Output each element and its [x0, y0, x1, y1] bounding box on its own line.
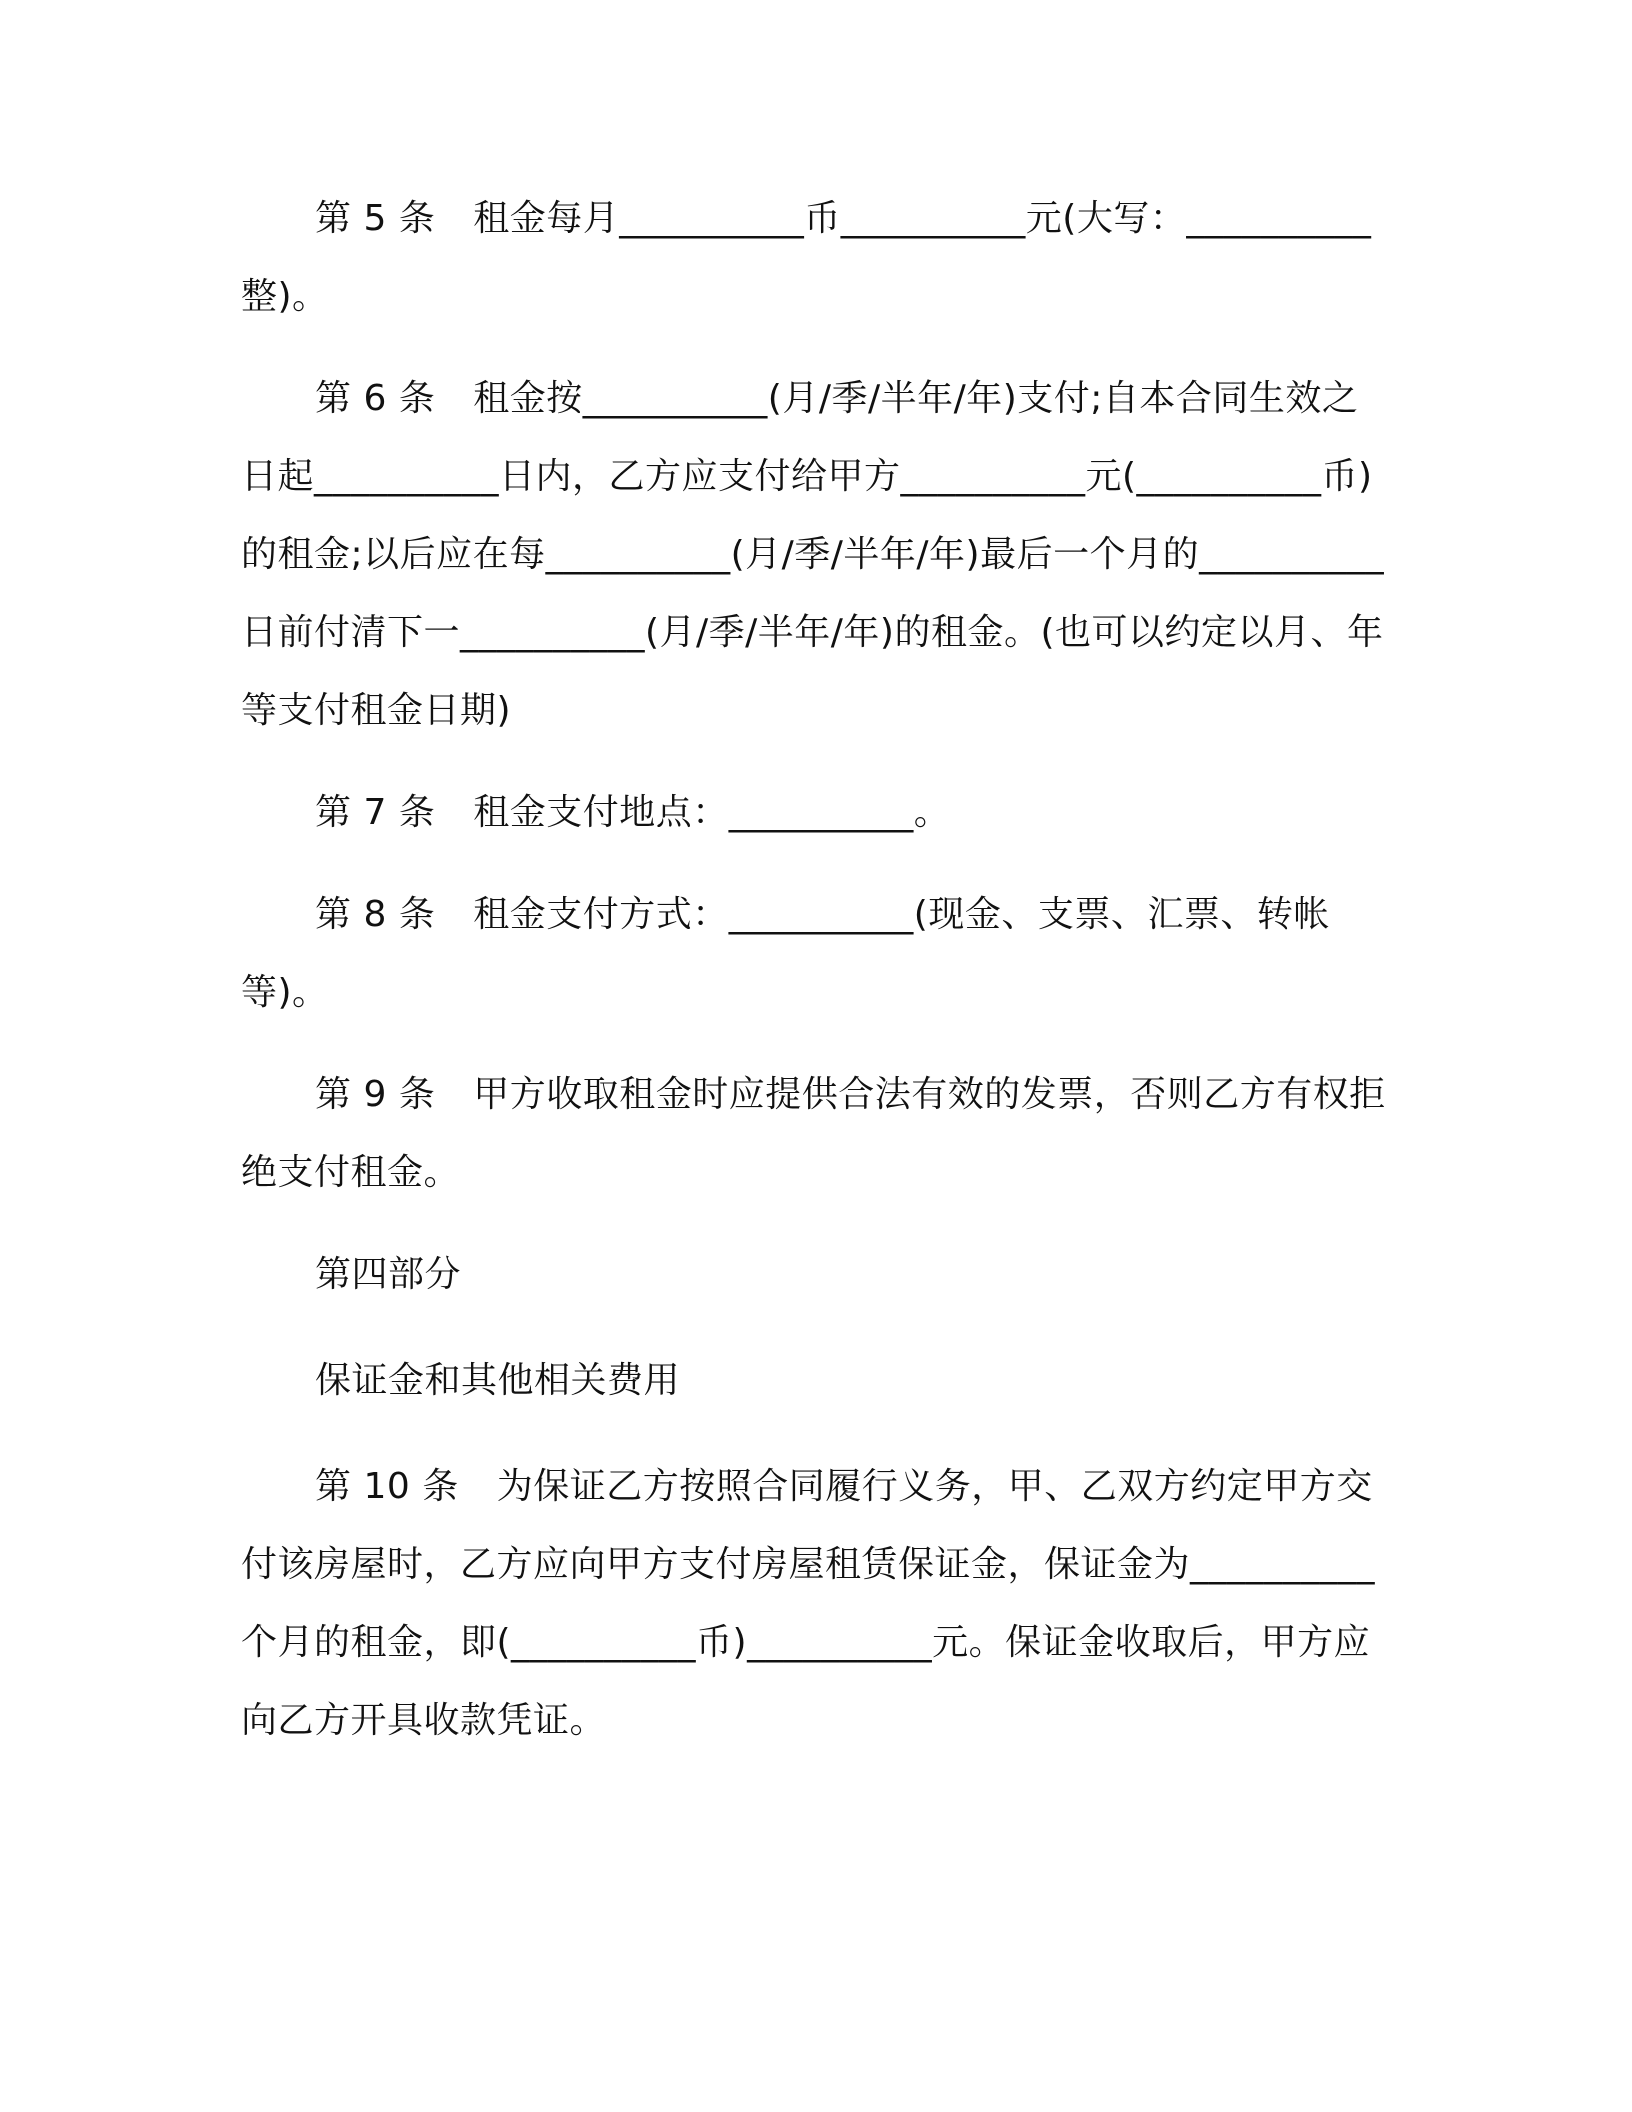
article-6 — [241, 360, 1389, 750]
article-10 — [241, 1448, 1389, 1760]
part-title: 第四部分 — [315, 1254, 462, 1295]
article-number: 第 6 条 — [315, 378, 436, 419]
article-7 — [241, 774, 1389, 852]
document-body — [241, 180, 1389, 1784]
article-number: 第 8 条 — [315, 894, 436, 935]
article-text: 租金支付地点：__________。 — [473, 792, 951, 833]
article-5 — [241, 180, 1389, 336]
article-number: 第 7 条 — [315, 792, 436, 833]
article-number: 第 10 条 — [315, 1466, 459, 1507]
article-9 — [241, 1056, 1389, 1212]
article-number: 第 9 条 — [315, 1074, 436, 1115]
article-text: 为保证乙方按照合同履行义务，甲、乙双方约定甲方交付该房屋时，乙方应向甲方支付房屋租赁保证金，保证金为__________个月的租金，即(__________币)__________元。保证金收取后，甲方应向乙方开具收款凭证。 — [241, 1466, 1376, 1741]
article-text: 租金支付方式：__________(现金、支票、汇票、转帐等)。 — [241, 894, 1330, 1013]
article-text: 甲方收取租金时应提供合法有效的发票，否则乙方有权拒绝支付租金。 — [241, 1074, 1386, 1193]
article-number: 第 5 条 — [315, 198, 436, 239]
article-text: 租金按__________(月/季/半年/年)支付;自本合同生效之日起__________日内，乙方应支付给甲方__________元(__________币)的租金;以后应在每__________(月/季/半年/年)最后一个月的__________日前付清下一__________(月/季/半年/年)的租金。(也可以约定以月、年等支付租金日期) — [241, 378, 1385, 731]
article-text: 租金每月__________币__________元(大写：__________整)。 — [241, 198, 1372, 317]
part-subtitle: 保证金和其他相关费用 — [315, 1360, 681, 1401]
article-8 — [241, 876, 1389, 1032]
